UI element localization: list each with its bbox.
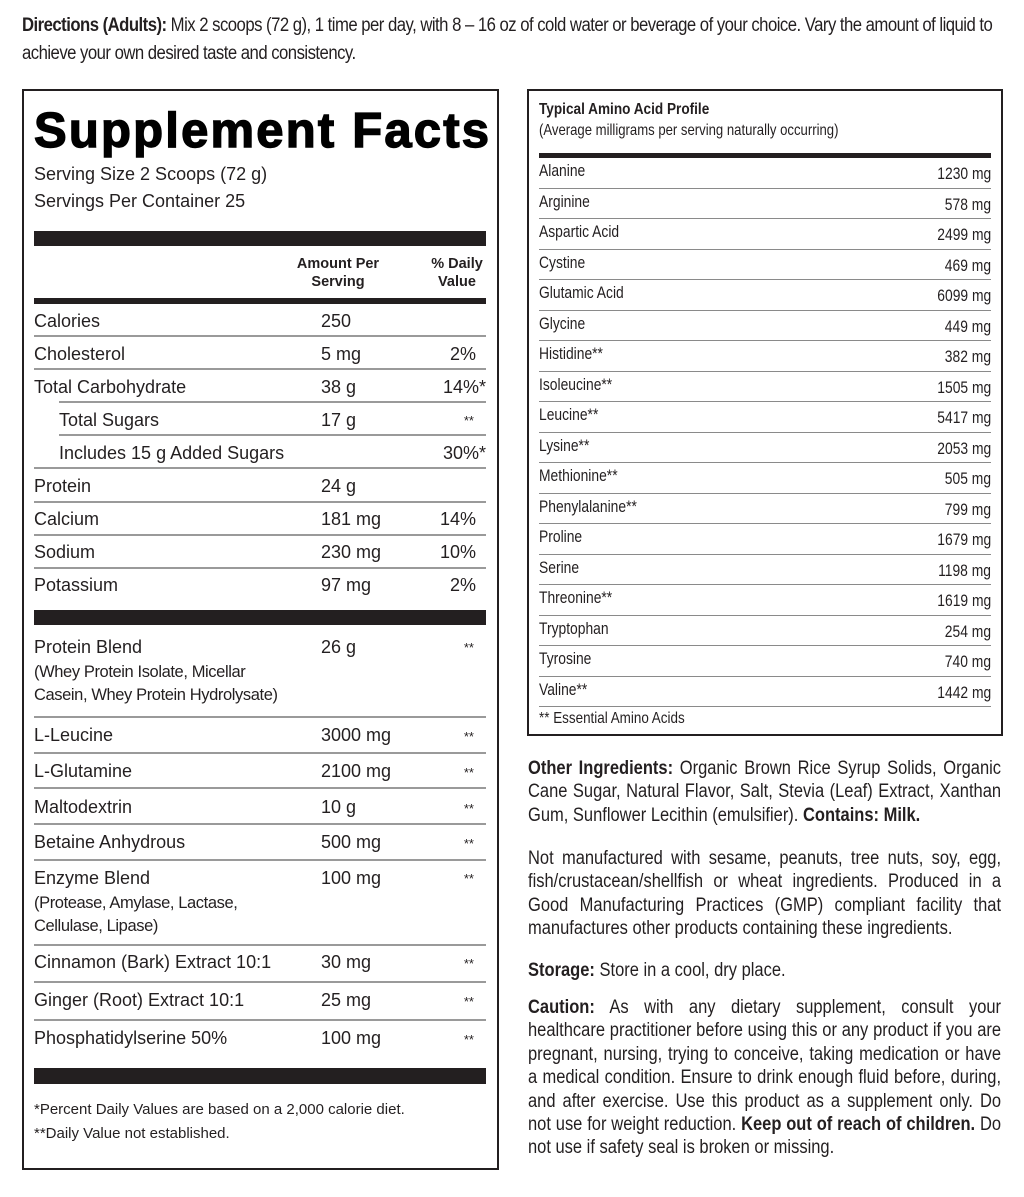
amino-value: 449 mg xyxy=(944,317,991,336)
amino-subtitle: (Average milligrams per serving naturally occurring) xyxy=(539,122,839,139)
row-divider xyxy=(34,944,486,946)
nutrient-dv: 2% xyxy=(449,575,476,595)
amino-value: 1442 mg xyxy=(937,683,991,702)
nutrient-amount: 181 mg xyxy=(321,509,382,529)
contains-allergen: Contains: Milk. xyxy=(802,804,921,826)
amino-row xyxy=(539,372,991,403)
amino-value: 6099 mg xyxy=(937,287,991,305)
nutrient-dv: ** xyxy=(463,413,474,428)
amino-row xyxy=(539,280,991,311)
caution-tail: Do not use if safety seal is broken or missing. xyxy=(528,1114,1002,1159)
ingredient-dv: ** xyxy=(463,1032,474,1047)
nutrient-name: Total Carbohydrate xyxy=(34,377,187,397)
amino-name: Glycine xyxy=(539,314,586,333)
ingredient-name: Enzyme Blend xyxy=(34,868,151,888)
other-ingredients-text: Organic Brown Rice Syrup Solids, Organic Cane Sugar, Natural Flavor, Salt, Stevia (Leaf) Extract, Xanthan Gum, Sunflower Lecithin (emulsifier). xyxy=(528,758,1002,826)
col-header-dv-line1: % Daily xyxy=(431,256,483,272)
amino-name: Tyrosine xyxy=(539,650,592,668)
ingredient-dv: ** xyxy=(463,765,474,780)
nutrient-name: Sodium xyxy=(34,542,96,562)
nutrient-amount: 38 g xyxy=(321,377,357,397)
amino-name: Valine** xyxy=(539,680,588,699)
ingredient-subtext xyxy=(34,661,486,707)
amino-row xyxy=(539,219,991,250)
thick-divider xyxy=(34,610,486,625)
medium-divider xyxy=(34,298,486,304)
amino-row xyxy=(539,555,991,586)
keep-out-of-reach: Keep out of reach of children. xyxy=(741,1114,976,1136)
amino-value: 1198 mg xyxy=(938,561,991,580)
amino-row xyxy=(539,585,991,616)
nutrient-amount: 97 mg xyxy=(321,575,372,595)
ingredient-name: Betaine Anhydrous xyxy=(34,832,186,852)
amino-value: 799 mg xyxy=(944,500,991,519)
row-divider xyxy=(34,501,486,503)
nutrient-name: Calcium xyxy=(34,509,100,529)
amino-value: 1679 mg xyxy=(937,531,991,549)
amino-row xyxy=(539,311,991,342)
supplement-facts-panel xyxy=(22,89,499,1170)
amino-name: Isoleucine** xyxy=(539,375,613,394)
amino-value: 505 mg xyxy=(944,470,991,488)
amino-row xyxy=(539,524,991,555)
amino-name: Lysine** xyxy=(539,436,590,455)
caution-statement xyxy=(528,996,1001,1160)
amino-name: Tryptophan xyxy=(539,619,609,638)
nutrient-amount: 5 mg xyxy=(321,344,362,364)
directions-label: Directions (Adults): xyxy=(22,15,167,36)
amino-row xyxy=(539,402,991,433)
servings-per-container: Servings Per Container 25 xyxy=(34,191,246,211)
ingredient-dv: ** xyxy=(463,801,474,816)
ingredient-name: L-Glutamine xyxy=(34,761,133,781)
ingredient-dv: ** xyxy=(463,640,474,655)
footnote-not-established: **Daily Value not established. xyxy=(34,1125,230,1142)
ingredient-dv: ** xyxy=(463,729,474,744)
amino-name: Glutamic Acid xyxy=(539,284,624,302)
ingredient-subtext-line: Casein, Whey Protein Hydrolysate) xyxy=(34,686,278,704)
ingredient-amount: 3000 mg xyxy=(321,725,392,745)
ingredient-amount: 500 mg xyxy=(321,832,382,852)
nutrient-dv: 14%* xyxy=(442,377,486,397)
ingredient-dv: ** xyxy=(463,871,474,886)
row-divider xyxy=(34,335,486,337)
row-divider xyxy=(34,716,486,718)
amino-row xyxy=(539,341,991,372)
directions-body: Mix 2 scoops (72 g), 1 time per day, with 8 – 16 oz of cold water or beverage of your choice. Vary the amount of liquid to achieve your own desired taste and consistency. xyxy=(22,15,993,64)
ingredient-name: L-Leucine xyxy=(34,725,114,745)
amino-row xyxy=(539,158,991,189)
nutrient-name: Protein xyxy=(34,476,92,496)
row-divider xyxy=(34,752,486,754)
amino-name: Threonine** xyxy=(539,589,613,607)
row-divider xyxy=(59,401,486,403)
footnote-daily-values: *Percent Daily Values are based on a 2,000 calorie diet. xyxy=(34,1101,405,1118)
amino-row xyxy=(539,189,991,220)
amino-name: Histidine** xyxy=(539,345,603,363)
nutrient-dv: 14% xyxy=(439,509,476,529)
ingredient-name: Phosphatidylserine 50% xyxy=(34,1028,228,1048)
row-divider xyxy=(34,823,486,825)
col-header-dv-line2: Value xyxy=(438,274,476,290)
amino-name: Serine xyxy=(539,558,580,577)
amino-value: 2499 mg xyxy=(937,226,991,244)
ingredient-subtext-line: (Protease, Amylase, Lactase, xyxy=(34,894,238,912)
serving-size: Serving Size 2 Scoops (72 g) xyxy=(34,164,268,184)
amino-name: Phenylalanine** xyxy=(539,497,637,516)
ingredient-amount: 26 g xyxy=(321,637,357,657)
thick-divider xyxy=(34,1068,486,1084)
amino-acid-profile-panel xyxy=(527,89,1003,736)
row-divider xyxy=(34,787,486,789)
amino-name: Alanine xyxy=(539,162,586,180)
nutrient-name: Potassium xyxy=(34,575,119,595)
nutrient-amount: 17 g xyxy=(321,410,357,430)
nutrient-name: Calories xyxy=(34,311,101,331)
nutrient-name: Total Sugars xyxy=(59,410,160,430)
storage-label: Storage: xyxy=(528,960,595,981)
ingredient-dv: ** xyxy=(463,994,474,1009)
ingredient-dv: ** xyxy=(463,956,474,971)
amino-value: 1505 mg xyxy=(937,378,991,397)
amino-value: 578 mg xyxy=(944,195,991,214)
amino-value: 469 mg xyxy=(944,256,991,275)
storage-instructions xyxy=(528,959,1001,982)
ingredient-amount: 2100 mg xyxy=(321,761,392,781)
ingredient-name: Ginger (Root) Extract 10:1 xyxy=(34,990,245,1010)
ingredient-name: Cinnamon (Bark) Extract 10:1 xyxy=(34,952,272,972)
ingredient-subtext-line: Cellulase, Lipase) xyxy=(34,917,158,935)
col-header-amount-line2: Serving xyxy=(311,274,365,290)
amino-value: 5417 mg xyxy=(937,409,991,427)
amino-name: Cystine xyxy=(539,253,586,272)
amino-value: 254 mg xyxy=(944,622,991,641)
amino-value: 740 mg xyxy=(944,653,991,671)
amino-row xyxy=(539,433,991,464)
ingredient-name: Protein Blend xyxy=(34,637,143,657)
amino-name: Aspartic Acid xyxy=(539,223,620,241)
nutrient-name: Includes 15 g Added Sugars xyxy=(59,443,285,463)
amino-footnote: ** Essential Amino Acids xyxy=(539,710,685,727)
ingredient-subtext-line: (Whey Protein Isolate, Micellar xyxy=(34,663,246,681)
nutrient-amount: 250 xyxy=(321,311,352,331)
ingredient-amount: 100 mg xyxy=(321,868,382,888)
row-divider xyxy=(59,434,486,436)
col-header-amount xyxy=(286,255,390,291)
row-divider xyxy=(34,981,486,983)
row-divider xyxy=(34,1019,486,1021)
ingredient-dv: ** xyxy=(463,836,474,851)
amino-row xyxy=(539,616,991,647)
ingredient-amount: 10 g xyxy=(321,797,357,817)
caution-label: Caution: xyxy=(528,997,595,1018)
ingredient-amount: 25 mg xyxy=(321,990,372,1010)
other-ingredients-label: Other Ingredients: xyxy=(528,758,674,779)
amino-row xyxy=(539,677,991,708)
amino-name: Leucine** xyxy=(539,406,599,424)
row-divider xyxy=(34,368,486,370)
allergen-statement: Not manufactured with sesame, peanuts, tree nuts, soy, egg, fish/crustacean/shellfish or wheat ingredients. Produced in a Good Manufacturing Practices (GMP) compliant facility that manufactures other products containing these ingredients. xyxy=(528,848,1002,940)
amino-row xyxy=(539,463,991,494)
nutrient-dv: 10% xyxy=(439,542,476,562)
thick-divider xyxy=(34,231,486,246)
row-divider xyxy=(34,467,486,469)
other-ingredients xyxy=(528,757,1001,827)
panel-title: Supplement Facts xyxy=(34,104,492,158)
amino-row xyxy=(539,250,991,281)
row-divider xyxy=(34,859,486,861)
row-divider xyxy=(34,567,486,569)
ingredient-name: Maltodextrin xyxy=(34,797,133,817)
amino-row xyxy=(539,494,991,525)
amino-name: Methionine** xyxy=(539,467,618,485)
amino-name: Arginine xyxy=(539,192,590,211)
row-divider xyxy=(34,534,486,536)
amino-value: 382 mg xyxy=(944,348,991,366)
nutrient-amount: 24 g xyxy=(321,476,357,496)
storage-text: Store in a cool, dry place. xyxy=(594,960,786,981)
caution-text: As with any dietary supplement, consult your healthcare practitioner before using this or any product if you are pregnant, nursing, trying to conceive, taking medication or have a medical condition. Ensure to drink enough fluid before, during, and after exercise. Use this product as a supplement only. Do not use for weight reduction. xyxy=(528,997,1002,1136)
ingredient-subtext xyxy=(34,892,486,938)
col-header-amount-line1: Amount Per xyxy=(296,256,380,272)
ingredient-amount: 30 mg xyxy=(321,952,372,972)
nutrient-dv: 2% xyxy=(449,344,476,364)
nutrient-dv: 30%* xyxy=(442,443,486,463)
amino-title: Typical Amino Acid Profile xyxy=(539,101,710,118)
amino-value: 1230 mg xyxy=(937,165,991,183)
nutrient-name: Cholesterol xyxy=(34,344,126,364)
amino-value: 2053 mg xyxy=(937,439,991,458)
amino-row xyxy=(539,646,991,677)
directions-text xyxy=(22,12,1012,68)
amino-name: Proline xyxy=(539,528,583,546)
col-header-daily-value xyxy=(422,255,492,291)
ingredient-amount: 100 mg xyxy=(321,1028,382,1048)
nutrient-amount: 230 mg xyxy=(321,542,382,562)
amino-value: 1619 mg xyxy=(937,592,991,610)
